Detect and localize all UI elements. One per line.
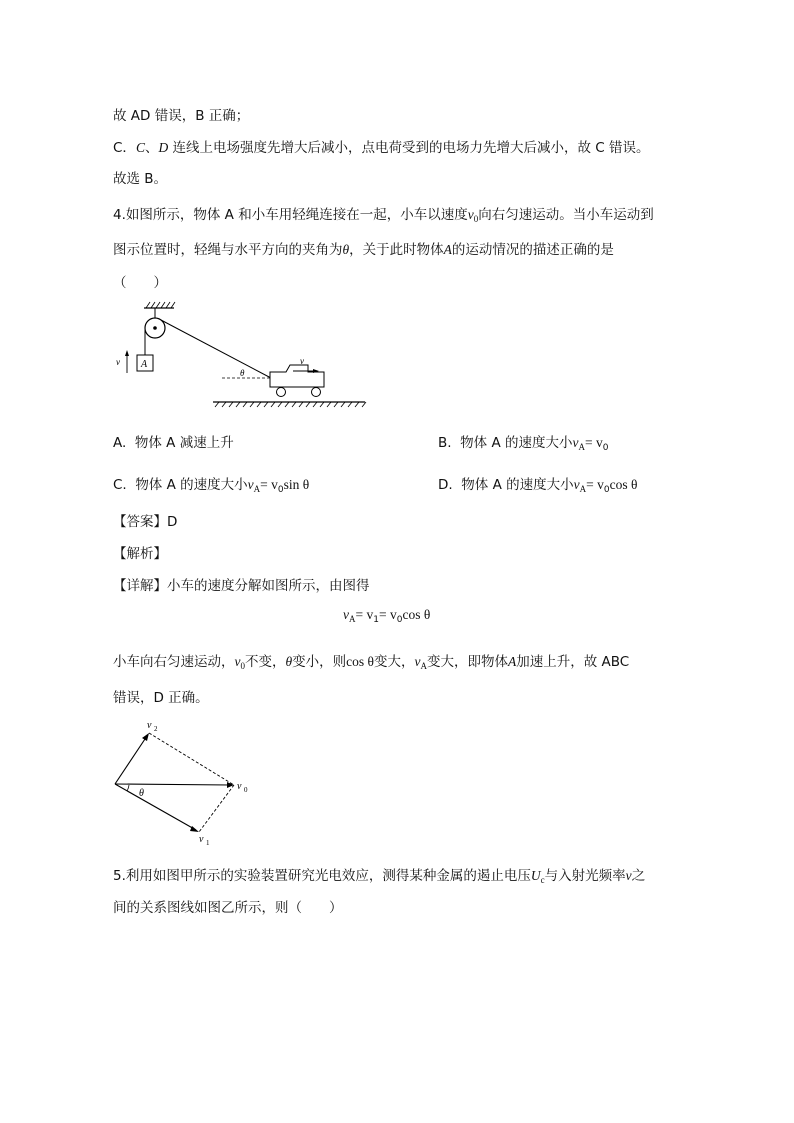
v-subscript: A <box>349 614 356 624</box>
q5-line-1-text: 5.利用如图甲所示的实验装置研究光电效应，测得某种金属的遏止电压 <box>113 868 531 884</box>
option-d-text: 物体 A 的速度大小 <box>461 477 574 493</box>
v-letter: v <box>343 607 349 622</box>
formula-v1-sub: 1 <box>373 615 379 625</box>
vec-v0-sub: 0 <box>244 786 248 794</box>
option-d-label: D. <box>438 477 453 493</box>
p1-cos: cos θ <box>346 654 374 669</box>
option-b-va <box>572 435 585 450</box>
block-a-label: A <box>141 359 148 370</box>
option-c-tail: sin θ <box>283 477 310 492</box>
v0-symbol <box>468 207 479 222</box>
option-c-text: 物体 A 的速度大小 <box>135 477 248 493</box>
q5-line-1 <box>113 864 645 885</box>
v-subscript: A <box>579 484 587 494</box>
v-letter: v <box>573 477 580 492</box>
prev-line-2-text: 连线上电场强度先增大后减小，点电荷受到的电场力先增大后减小，故 C 错误。 <box>168 140 650 156</box>
v-subscript: A <box>420 661 427 671</box>
option-c-label: C. <box>113 477 127 493</box>
q4-line-2 <box>113 238 614 258</box>
v0-label: v <box>300 356 304 366</box>
v2-label: v <box>147 720 152 731</box>
vec-v0-label: v <box>237 781 242 792</box>
angle-theta-label: θ <box>240 368 245 378</box>
vector-decomposition-figure <box>105 712 265 847</box>
nu-symbol: ν <box>625 868 632 883</box>
answer-tag: 【答案】 <box>113 514 167 530</box>
v-subscript: A <box>253 484 261 494</box>
p1-text-3: 变小，则 <box>292 654 347 670</box>
q4-line-2-tail: 的运动情况的描述正确的是 <box>451 242 614 258</box>
answer-value: D <box>167 514 178 530</box>
p1-v0 <box>235 654 246 669</box>
formula-eq-2: = v <box>378 607 397 622</box>
option-a-text: 物体 A 减速上升 <box>134 435 234 451</box>
q4-line-1-tail: 向右匀速运动。当小车运动到 <box>478 207 654 223</box>
option-b-sub: 0 <box>602 443 609 453</box>
option-c[interactable] <box>113 473 309 495</box>
v-subscript: 0 <box>473 214 479 224</box>
v-subscript: 0 <box>240 661 245 671</box>
option-c-formula: = v <box>260 477 278 492</box>
option-d-sub: 0 <box>603 485 610 495</box>
pulley-car-figure <box>110 298 375 408</box>
formula-v0-sub: 0 <box>396 615 403 625</box>
formula-eq-1: = v <box>355 607 374 622</box>
prev-line-2-prefix: C． <box>113 140 136 156</box>
v1-sub: 1 <box>206 839 210 847</box>
q5-line-1-tail: 之 <box>631 868 646 884</box>
option-a[interactable] <box>113 431 234 451</box>
p1-a: A <box>507 654 517 669</box>
p1-theta: θ <box>285 654 293 669</box>
answer-line <box>113 510 177 530</box>
u-subscript: c <box>540 875 545 885</box>
v-letter: v <box>572 435 579 450</box>
prev-line-3: 故选 B。 <box>113 171 168 187</box>
va-label: v <box>116 357 120 367</box>
q4-line-1 <box>113 203 654 224</box>
formula-cos: cos θ <box>402 607 431 622</box>
formula-va <box>343 607 356 622</box>
velocity-formula <box>343 607 430 625</box>
option-c-sub: 0 <box>277 485 284 495</box>
detail-line <box>113 574 370 594</box>
option-b-text: 物体 A 的速度大小 <box>460 435 573 451</box>
detail-para-2: 错误，D 正确。 <box>113 690 209 706</box>
prev-line-2-sep: 、 <box>144 140 159 156</box>
q5-line-1-mid: 与入射光频率 <box>544 868 626 884</box>
detail-text: 小车的速度分解如图所示，由图得 <box>167 578 370 594</box>
u-letter: U <box>530 868 541 883</box>
p1-text-2: 不变， <box>245 654 286 670</box>
detail-tag: 【详解】 <box>113 578 167 594</box>
option-a-label: A. <box>113 435 127 451</box>
v-letter: v <box>234 654 241 669</box>
p1-text-5: 变大，即物体 <box>426 654 508 670</box>
q4-paren: （ ） <box>113 275 167 291</box>
p1-text-4: 变大， <box>373 654 415 670</box>
point-d: D <box>158 140 169 155</box>
option-b-label: B. <box>438 435 452 451</box>
v2-sub: 2 <box>154 725 158 733</box>
option-d-formula: = v <box>586 477 604 492</box>
uc-symbol <box>531 868 545 883</box>
q5-line-2: 间的关系图线如图乙所示，则（ ） <box>113 900 343 916</box>
q4-line-2-mid: ，关于此时物体 <box>349 242 444 258</box>
option-d-tail: cos θ <box>609 477 638 492</box>
option-b[interactable] <box>438 431 608 453</box>
q4-line-1-text: 4.如图所示，物体 A 和小车用轻绳连接在一起，小车以速度 <box>113 207 468 223</box>
vec-theta-label: θ <box>139 788 144 799</box>
p1-text-6: 加速上升，故 ABC <box>516 654 630 670</box>
v-letter: v <box>467 207 474 222</box>
v-letter: v <box>247 477 254 492</box>
option-d-va <box>574 477 587 492</box>
option-c-va <box>248 477 261 492</box>
prev-line-2 <box>113 136 650 156</box>
theta-symbol: θ <box>342 242 350 257</box>
p1-text-1: 小车向右匀速运动， <box>113 654 235 670</box>
p1-va <box>414 654 427 669</box>
option-b-formula: = v <box>584 435 603 450</box>
analysis-tag: 【解析】 <box>113 546 167 562</box>
v-subscript: A <box>578 442 585 452</box>
option-d[interactable] <box>438 473 637 495</box>
v-letter: v <box>414 654 421 669</box>
prev-line-1: 故 AD 错误，B 正确； <box>113 108 250 124</box>
v1-label: v <box>199 834 204 845</box>
q4-line-2-text: 图示位置时，轻绳与水平方向的夹角为 <box>113 242 343 258</box>
detail-para-1 <box>113 650 629 671</box>
point-c: C <box>135 140 145 155</box>
object-a-symbol: A <box>443 242 452 257</box>
